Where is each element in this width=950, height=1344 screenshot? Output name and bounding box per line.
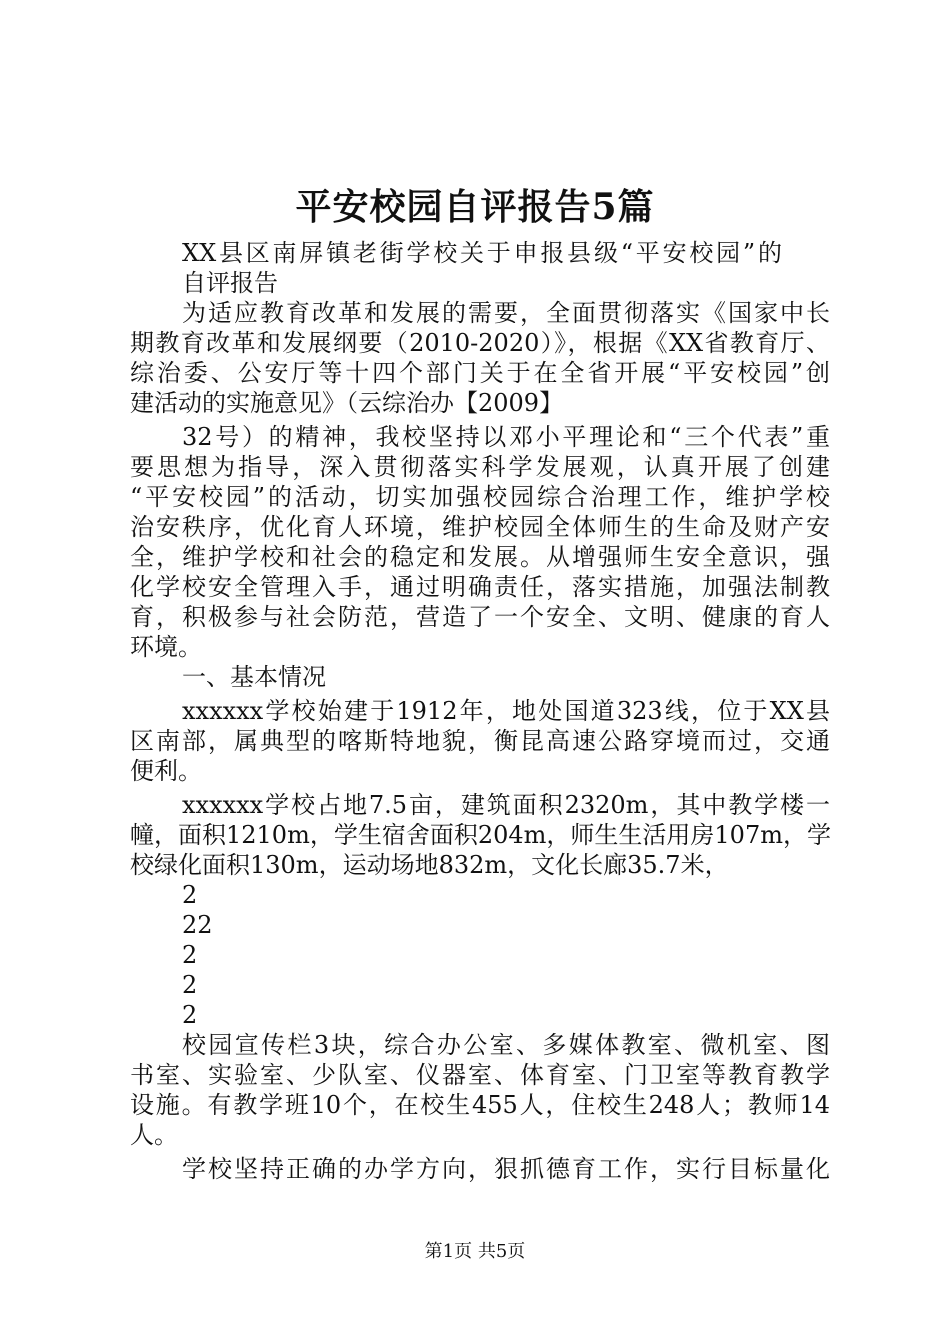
text-line: 环境。 <box>130 633 202 661</box>
text-line: 幢，面积1210m，学生宿舍面积204m，师生生活用房107m，学 <box>130 821 831 849</box>
text-line: 区南部，属典型的喀斯特地貌，衡昆高速公路穿境而过，交通 <box>130 727 830 755</box>
text-line: 2 <box>182 971 198 999</box>
text-line: 治安秩序，优化育人环境，维护校园全体师生的生命及财产安 <box>130 513 830 541</box>
section-heading: 一、基本情况 <box>182 663 326 691</box>
text-line: 校园宣传栏3块，综合办公室、多媒体教室、微机室、图 <box>182 1031 830 1059</box>
text-line: 建活动的实施意见》（云综治办【2009】 <box>130 389 564 417</box>
text-line: 便利。 <box>130 757 202 785</box>
text-line: 期教育改革和发展纲要（2010-2020）》，根据《XX省教育厅、 <box>130 329 830 357</box>
page-footer: 第1页 共5页 <box>424 1241 526 1262</box>
text-line: 书室、实验室、少队室、仪器室、体育室、门卫室等教育教学 <box>130 1061 830 1089</box>
text-line: 全，维护学校和社会的稳定和发展。从增强师生安全意识，强 <box>130 543 830 571</box>
text-line: 22 <box>182 911 213 939</box>
document-title: 平安校园自评报告5篇 <box>295 186 655 228</box>
text-line: 32号）的精神，我校坚持以邓小平理论和“三个代表”重 <box>182 423 830 451</box>
text-line: “平安校园”的活动，切实加强校园综合治理工作，维护学校 <box>130 483 830 511</box>
text-line: 化学校安全管理入手，通过明确责任，落实措施，加强法制教 <box>130 573 830 601</box>
text-line: 2 <box>182 1001 198 1029</box>
text-line: 校绿化面积130m，运动场地832m，文化长廊35.7米， <box>130 851 729 879</box>
text-line: 学校坚持正确的办学方向，狠抓德育工作，实行目标量化 <box>182 1155 830 1183</box>
text-line: 2 <box>182 941 198 969</box>
text-line: 育，积极参与社会防范，营造了一个安全、文明、健康的育人 <box>130 603 830 631</box>
text-line: xxxxxx学校始建于1912年，地处国道323线，位于XX县 <box>182 697 830 725</box>
text-line: 设施。有教学班10个，在校生455人，住校生248人；教师14 <box>130 1091 830 1119</box>
text-line: 要思想为指导，深入贯彻落实科学发展观，认真开展了创建 <box>130 453 830 481</box>
text-line: xxxxxx学校占地7.5亩，建筑面积2320m，其中教学楼一 <box>182 791 830 819</box>
text-line: 自评报告 <box>182 269 278 297</box>
text-line: 综治委、公安厅等十四个部门关于在全省开展“平安校园”创 <box>130 359 830 387</box>
text-line: 为适应教育改革和发展的需要，全面贯彻落实《国家中长 <box>182 299 830 327</box>
text-line: XX县区南屏镇老街学校关于申报县级“平安校园”的 <box>182 239 782 267</box>
text-line: 人。 <box>130 1121 178 1149</box>
text-line: 2 <box>182 881 198 909</box>
